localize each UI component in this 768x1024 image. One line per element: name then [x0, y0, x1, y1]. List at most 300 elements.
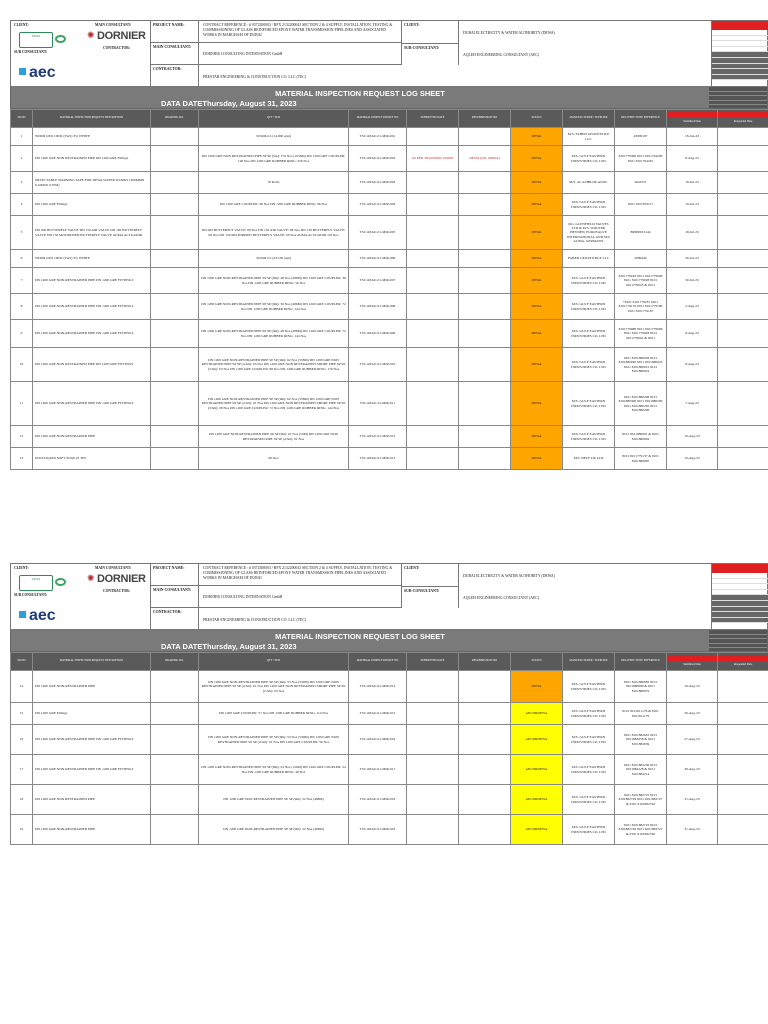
column-header-label: SR NO [17, 116, 26, 120]
column-header [407, 110, 459, 128]
table-cell: DN 1200 GRE NON-RESTRAINED PIPE SP SP (9m): 53 Nos (530M) DN 1200 GRE NON RESTRAINED PIPE SP SP (4.5m): 01 Nos DN 1200 GRE COUPLER: 56 Nos [199, 725, 349, 755]
table-row [11, 815, 768, 845]
table-cell: 12 [11, 426, 33, 448]
table-cell: TSC-RTAU-01-MIR-005 [349, 216, 407, 250]
column-header [151, 653, 199, 671]
table-cell: AECDRDEWA [511, 725, 563, 755]
table-cell: 7 [11, 268, 33, 294]
column-header [349, 653, 407, 671]
aec-logo-text-2: aec [29, 607, 56, 624]
table-cell: DN 1200 GRE NON RESTRAINED PIPE DN 1200 GRE Fittings [33, 146, 151, 172]
table-cell: 27-Aug-23 [667, 725, 718, 755]
column-header [349, 110, 407, 128]
table-cell: 8101779018 8101 8101779006 8101 8101779028 8101 8101779025 & 8101 [615, 268, 667, 294]
table-cell [718, 785, 768, 815]
table-cell: 8101 8101882236 8101 8101882228 & 8101 8101882214 [615, 755, 667, 785]
table-cell: M/S. GULF EASTERN INDUSTRIES CO. LTD [563, 703, 615, 725]
dewa-logo: DEWA [19, 32, 53, 48]
table-cell: 31-Aug-23 [667, 815, 718, 845]
table-cell: 10 [11, 348, 33, 382]
table-row [11, 128, 768, 146]
column-header [511, 653, 563, 671]
table-cell: DEWA [511, 294, 563, 320]
table-cell: 50 ROLLS (14,000 sqm) [199, 128, 349, 146]
sub-consultant-value: AQLEH ENGINEERING CONSULTANT (AEC) [463, 53, 540, 57]
table-cell [407, 671, 459, 703]
contractor-row [151, 65, 401, 88]
table-cell: 7-Aug-23 [667, 382, 718, 426]
table-cell [407, 216, 459, 250]
data-date-2: DATA DATEThursday, August 31, 2023 [161, 642, 297, 651]
table-cell: 18-Jan-23 [667, 128, 718, 146]
table-cell: 8101 8101882722 8101 8101882726 8101 8101882727 & 8101 8101882728 [615, 815, 667, 845]
table-cell: DEWA [511, 671, 563, 703]
table-cell: DN 1200 GRE Fittings [33, 703, 151, 725]
table-cell: 8101 8101880094 8101 8101880026 8101 8101880023 8101 8101880021 8101 8101880024 [615, 348, 667, 382]
table-cell: BP000013144 [615, 216, 667, 250]
table-cell: M/S. DELF UK LTD [563, 448, 615, 470]
table-cell: TSC-RTAU-01-MIR-007 [349, 268, 407, 294]
table-cell: DN 1200 GRE NON-RESTRAINED PIPE DN 1200 GRE FITTINGS [33, 755, 151, 785]
column-header-label: MATERIAL INSPECTION REQUEST DESCRIPTION [59, 659, 124, 663]
table-cell [718, 448, 768, 470]
table-cell [718, 755, 768, 785]
table-cell: DN 1200 GRE NON RESTRAINED PIPE [33, 785, 151, 815]
table-cell: M/S. GULF EASTERN INDUSTRIES CO. LTD [563, 426, 615, 448]
table-cell: DEWA [511, 216, 563, 250]
table-cell: 8101 8101811176 & 8101 8101811179 [615, 703, 667, 725]
table-cell [407, 294, 459, 320]
header-red-strip [667, 655, 717, 661]
column-header-label: DRAWING NO. [165, 659, 184, 663]
column-header-label: MANUFACTURER / SUPPLIER [569, 116, 608, 120]
table-cell: TSC-RTAU-01-MIR-010 [349, 348, 407, 382]
table-cell: 3 [11, 172, 33, 194]
table-cell: M/S. GULF EASTERN INDUSTRIES CO. LTD [563, 785, 615, 815]
column-header-label: MANUFACTURER / SUPPLIER [569, 659, 608, 663]
project-name-label: PROJECT NAME: [151, 21, 199, 42]
table-cell [151, 216, 199, 250]
table-cell [407, 703, 459, 725]
table-cell: 8101 8101880691 & 8101 8101880692 [615, 426, 667, 448]
table-cell [718, 815, 768, 845]
table-cell [407, 172, 459, 194]
table-cell [718, 268, 768, 294]
table-cell: 8 [11, 294, 33, 320]
table-cell [151, 755, 199, 785]
table-cell [459, 755, 511, 785]
contractor-value-2: PRESTAR ENGINEERING & CONSTRUCTION CO. LLC (TEC) [203, 618, 307, 622]
table-row [11, 448, 768, 470]
table-row [11, 216, 768, 250]
table-row [11, 703, 768, 725]
table-cell: DEWA [511, 426, 563, 448]
table-cell: 8101 8101880298 8101 8101880300 8101 8101880299 8101 8101880295 8101 8101880296 [615, 382, 667, 426]
column-header [459, 110, 511, 128]
table-cell: DN 1200 GRE NON-RESTRAINED PIPE SP SP (9m): 53 Nos (530M) DN 1200 GRE NON RESTRAINED PIPE SP SP (4.5m): 01 Nos DN 1200 GRE NON RESTRAINED SHORT PIPE SP SP (2.5m): 03 Nos [199, 671, 349, 703]
table-cell [718, 671, 768, 703]
table-cell: M/S. GULF EASTERN INDUSTRIES CO. LTD [563, 382, 615, 426]
column-header-label: SUBMITTED DATE [420, 116, 445, 120]
table-cell [459, 216, 511, 250]
project-name-row-2 [151, 564, 401, 586]
sub-consultant-right-label-2: SUB-CONSULTANT: [401, 586, 459, 608]
column-header [33, 110, 151, 128]
table-cell [459, 268, 511, 294]
table-cell [151, 725, 199, 755]
table-cell: WIMD GEO 100/R (YAS) 3% WHITE [33, 128, 151, 146]
main-consultant-label: MAIN CONSULTANT: [95, 23, 132, 27]
column-header-label: RESUBMISSION NO [471, 659, 498, 663]
table-cell: AECDRDEWA [511, 785, 563, 815]
table-row [11, 348, 768, 382]
table-cell: TSC-RTAU-01-MIR-006 [349, 250, 407, 268]
table-cell: TSC-RTAU-01-MIR-019 [349, 815, 407, 845]
table-cell: M/S. GULF EASTERN INDUSTRIES CO. LTD [563, 146, 615, 172]
table-cell: DEWA [511, 268, 563, 294]
table-cell [718, 703, 768, 725]
column-header-label: Responded Date [733, 119, 753, 123]
column-header-label: Submitted Date [683, 662, 701, 666]
table-row [11, 785, 768, 815]
table-cell: 18-Jul-23 [667, 194, 718, 216]
table-cell: TSC-RTAU-01-MIR-013 [349, 448, 407, 470]
table-cell [459, 725, 511, 755]
contractor-label: CONTRACTOR: [103, 46, 131, 50]
client-right-label: CLIENT: [401, 21, 459, 43]
project-name-value-2: CONTRACT REFERENCE : # 0372300003 / RFX 2132200043 SECTION 2 & 4 SUPPLY, INSTALLATION, TESTING & COMMISSIONING OF GLASS REINFORCED EPOXY WATER TRANSMISSION PIPELINES AND ASSOCIATED WORKS IN MARGHAM OF DUBAI [203, 566, 393, 580]
table-cell: TSC-RTAU-01-MIR-014 [349, 671, 407, 703]
client-right-label-2: CLIENT: [401, 564, 459, 586]
table-cell [407, 128, 459, 146]
table-cell [407, 755, 459, 785]
table-cell: 14 [11, 671, 33, 703]
table-cell: 11 [11, 382, 33, 426]
table-cell: WIMD GEO 100/R (YAS) 3% WHITE [33, 250, 151, 268]
table-cell: DN 1200 GRE NON-RESTRAINED PIPE SP SP (9m): 07 Nos (53M) DN 1200 GRE NON RESTRAINED PIPE SP SP (4.5m): 01 Nos [199, 426, 349, 448]
table-cell: TSC-RTAU-01-MIR-012 [349, 426, 407, 448]
table-cell: 16 [11, 725, 33, 755]
header-red-strip [718, 655, 768, 661]
table-cell: DN 1200 GRE NON-RESTRAINED PIPE DN 1200 GRE FITTINGS [33, 725, 151, 755]
table-cell [459, 703, 511, 725]
aec-square-icon [19, 611, 26, 618]
table-cell: DN 1200 GRE NON-RESTRAINED PIPE [33, 426, 151, 448]
table-cell: FAHED GEOTEXTILE LLC [563, 250, 615, 268]
table-cell: AECDRDEWA [511, 755, 563, 785]
table-cell: 8101 8101879117 [615, 194, 667, 216]
table-cell: DN 1200 GRE NON RESTRAINED PIPE DN 1200 GRE FITTINGS [33, 348, 151, 382]
table-cell [151, 172, 199, 194]
table-cell: DEWA [511, 250, 563, 268]
table-cell: 10-Aug-23 [667, 671, 718, 703]
table-cell: DN 1200 GRE NON-RESTRAINED PIPE SP SP (9m): 48 Nos (288M) DN 1200 GRE COUPLER: 38 Nos DN 1200 GRE RUBBER RING: 56 Nos [199, 268, 349, 294]
column-header-label: MATERIAL INSPECTION REF NO [356, 116, 399, 120]
table-cell [151, 382, 199, 426]
project-name-label-2: PROJECT NAME: [151, 564, 199, 585]
main-consultant-row-2 [151, 586, 401, 608]
table-cell: 10-Aug-23 [667, 448, 718, 470]
table-cell [718, 250, 768, 268]
contractor-row-label-2: CONTRACTOR: [151, 608, 199, 631]
table-cell: 2089449 [615, 250, 667, 268]
table-cell [407, 785, 459, 815]
table-cell: DEWA [511, 382, 563, 426]
table-cell: DEWA [511, 146, 563, 172]
table-cell [151, 268, 199, 294]
table-cell: 9 [11, 320, 33, 348]
table-cell: 31-Aug-23 [667, 785, 718, 815]
table-cell [718, 294, 768, 320]
table-cell [459, 128, 511, 146]
main-consultant-row [151, 43, 401, 65]
table-cell [407, 815, 459, 845]
table-cell [459, 815, 511, 845]
client-label-2: CLIENT: [14, 566, 29, 570]
main-consultant-row-label-2: MAIN CONSULTANT: [151, 586, 199, 607]
table-cell: 70 Rolls [199, 172, 349, 194]
table-cell: 30-Jul-23 [667, 250, 718, 268]
table-cell: 2-Aug-23 [667, 294, 718, 320]
logo-column [11, 21, 151, 88]
sub-consultant-label: SUB CONSULTANT: [14, 50, 48, 54]
table-cell: M/S. FAHED GEOTEXTILE LLC [563, 128, 615, 146]
table-cell: TSC-RTAU-01-MIR-008 [349, 294, 407, 320]
table-cell [459, 194, 511, 216]
dornier-star-icon: ✺ [87, 573, 95, 583]
column-header-label: QTY / NOS [266, 116, 281, 120]
table-cell: 19 [11, 815, 33, 845]
table-cell: DN 1200 GRE COUPLER: 48 Nos DN 1200 GRE RUBBER RING: 96 Nos [199, 194, 349, 216]
table-cell: 8101779390 8101 8101794290 8101 8101794291 [615, 146, 667, 172]
table-cell [151, 426, 199, 448]
project-name-value: CONTRACT REFERENCE : # 0372300003 / RFX 2132200043 SECTION 2 & 4 SUPPLY, INSTALLATION, TESTING & COMMISSIONING OF GLASS REINFORCED EPOXY WATER TRANSMISSION PIPELINES AND ASSOCIATED WORKS IN MARGHAM OF DUBAI [203, 23, 393, 37]
project-name-row [151, 21, 401, 43]
sheet-page-2 [10, 563, 768, 845]
client-label: CLIENT: [14, 23, 29, 27]
column-header [151, 110, 199, 128]
column-header-label: SUBMITTED DATE [420, 659, 445, 663]
table-cell: DETECTABLE WARNING TAPE FOR DEWA WATER WORKS (300MMX 0.1MMX 0.35M) [33, 172, 151, 194]
column-header-label: QTY / NOS [266, 659, 281, 663]
table-cell: 17 [11, 755, 33, 785]
aec-logo-2 [19, 607, 56, 625]
table-cell: DN 1200 GRE NON-RESTRAINED PIPE SP SP (9m): 56 Nos (486M) DN 1200 GRE COUPLER: 72 Nos DN 1200 GRE RUBBER RING: 144 Nos [199, 294, 349, 320]
table-cell: 43009197 [615, 128, 667, 146]
client-value: DUBAI ELECTRICITY & WATER AUTHORITY (DEWA) [463, 31, 555, 35]
table-cell: DEWA [511, 172, 563, 194]
table-cell: 8101 8101880682 8101 8101880689 & 8101 8101880679 [615, 671, 667, 703]
column-header-label: DELIVERY NOTE REFERENCE [621, 659, 660, 663]
table-cell [407, 382, 459, 426]
table-cell: DN 1200 GRE NON RESTRAINED PIPE SP SP (Sm): 176 Nos (1056M) DN 1200 GRE COUPLER: 128 Nos DN 1200 GRE RUBBER RING: 256 Nos [199, 146, 349, 172]
title-band-2 [10, 630, 768, 652]
table-cell: 1 [11, 128, 33, 146]
table-cell: 8101779088 8101 8101779096 8101 8101779093 8101 8101779091 & 8101 [615, 320, 667, 348]
column-header [11, 653, 33, 671]
table-cell: 18-Jul-23 [667, 172, 718, 194]
table-cell [459, 348, 511, 382]
column-header [199, 653, 349, 671]
table-cell [151, 194, 199, 216]
table-cell [407, 426, 459, 448]
dornier-star-icon: ✺ [87, 30, 95, 40]
table-cell: DN 1200 GRE NON-RESTRAINED PIPE SP SP (9m): 48 Nos (288M) DN 1200 GRE COUPLER: 72 Nos DN 1200 GRE RUBBER RING: 144 Nos [199, 320, 349, 348]
column-header [459, 653, 511, 671]
table-cell: 8-Aug-23 [667, 146, 718, 172]
aec-logo [19, 64, 56, 82]
table-cell: DN 1200 GRE NON-RESTRAINED PIPE [33, 671, 151, 703]
table-cell: *8101 8101779181 8101 8101779176 8101 8101779180 8101 8101779187 [615, 294, 667, 320]
table-cell [718, 426, 768, 448]
contractor-row-2 [151, 608, 401, 631]
table-cell: M/S. GULF EASTERN INDUSTRIES CO. LTD [563, 815, 615, 845]
table-cell: 15 [11, 703, 33, 725]
table-cell [718, 382, 768, 426]
column-header-label: STATUS [531, 116, 542, 120]
column-header-label: DELIVERY NOTE REFERENCE [621, 116, 660, 120]
table-cell: TSC-RTAU-01-MIR-018 [349, 785, 407, 815]
sidebar-red-bar [712, 21, 768, 30]
table-row [11, 320, 768, 348]
table-cell: DN 1200 GRE NON-RESTRAINED PIPE DN 1200 GRE FITTINGS [33, 294, 151, 320]
table-row [11, 755, 768, 785]
table-cell [718, 348, 768, 382]
table-cell: M/S. GULF EASTERN INDUSTRIES CO. LTD [563, 755, 615, 785]
column-header-label: Responded Date [733, 662, 753, 666]
table-cell: TSC-RTAU-01-MIR-015 [349, 703, 407, 725]
table-cell [459, 426, 511, 448]
table-cell: TSC-RTAU-01-MIR-017 [349, 755, 407, 785]
dewa-logo-2: DEWA [19, 575, 53, 591]
table-cell: 6 [11, 250, 33, 268]
table-cell: 10-Aug-23 [667, 426, 718, 448]
table-cell: TSC-RTAU-01-MIR-004 [349, 194, 407, 216]
column-header [563, 110, 615, 128]
table-cell [718, 172, 768, 194]
aec-logo-text: aec [29, 64, 56, 81]
contractor-logo [107, 71, 141, 81]
table-cell: 13 [11, 448, 33, 470]
dewa-swirl-icon [55, 578, 66, 586]
table-cell: 18 [11, 785, 33, 815]
contractor-value: PRESTAR ENGINEERING & CONSTRUCTION CO. LLC (TEC) [203, 75, 307, 79]
table-cell: 8-Aug-23 [667, 320, 718, 348]
table-cell [407, 320, 459, 348]
revision-sidebar [711, 21, 768, 88]
table-cell [151, 128, 199, 146]
column-header [718, 653, 768, 671]
table-cell: M/S. AL ASHRI PLASTIC [563, 172, 615, 194]
table-cell: DN 1200 GRE COUPLER: 57 Nos DN 1200 GRE RUBBER RING: 114 Nos [199, 703, 349, 725]
table-cell: TSC-RTAU-01-MIR-009 [349, 320, 407, 348]
column-header-label: MATERIAL INSPECTION REQUEST DESCRIPTION [59, 116, 124, 120]
column-header [511, 110, 563, 128]
table-cell: TSC-RTAU-01-MIR-003 [349, 172, 407, 194]
aec-square-icon [19, 68, 26, 75]
table-row [11, 426, 768, 448]
column-header [33, 653, 151, 671]
table-cell [151, 448, 199, 470]
table-cell: 30 ROLLS (23,100 sqm) [199, 250, 349, 268]
table-cell [407, 448, 459, 470]
table-cell: TSC-RTAU-01-MIR-016 [349, 725, 407, 755]
table-cell [459, 448, 511, 470]
header-red-strip [718, 112, 768, 118]
table-cell [407, 268, 459, 294]
column-header [563, 653, 615, 671]
logo-column-2 [11, 564, 151, 631]
column-header [718, 110, 768, 128]
column-header-label: SR NO [17, 659, 26, 663]
table-cell [151, 320, 199, 348]
title-band [10, 87, 768, 109]
table-cell: POLYLIQUID SOFT SOAP 25 TIN [33, 448, 151, 470]
table-cell: DEWA (NO 10090A) [459, 146, 511, 172]
table-cell [459, 172, 511, 194]
mir-table-1 [10, 109, 768, 470]
table-cell: DN 1200 GRE NON-RESTRAINED PIPE SP SP (9m): 24 Nos (120M) DN 1200 GRE COUPLER: 24 Nos DN 1200 GRE RUBBER RING: 48 Nos [199, 755, 349, 785]
table-cell: TSC-RTAU-01-MIR-002 [349, 146, 407, 172]
header-red-strip [667, 112, 717, 118]
table-cell: 5 [11, 216, 33, 250]
table-cell: DN 1200 GRE NON-RESTRAINED PIPE [33, 815, 151, 845]
table-cell: DEWA [511, 448, 563, 470]
table-cell: 8-Aug-23 [667, 348, 718, 382]
table-cell [151, 348, 199, 382]
table-cell: 4 [11, 194, 33, 216]
table-cell [718, 320, 768, 348]
client-value-2: DUBAI ELECTRICITY & WATER AUTHORITY (DEWA) [463, 574, 555, 578]
table-row [11, 194, 768, 216]
table-cell [459, 250, 511, 268]
dornier-logo: DORNIER [97, 30, 146, 42]
column-header-label: MATERIAL INSPECTION REF NO [356, 659, 399, 663]
table-cell [151, 146, 199, 172]
sheet-title-2: MATERIAL INSPECTION REQUEST LOG SHEET [275, 632, 445, 641]
table-cell: M/S. GULF EASTERN INDUSTRIES CO. LTD [563, 725, 615, 755]
table-cell [459, 785, 511, 815]
column-header [11, 110, 33, 128]
table-cell [718, 725, 768, 755]
table-cell: TSC-RTAU-01-MIR-011 [349, 382, 407, 426]
table-cell: M/S. GULF EASTERN INDUSTRIES CO. LTD [563, 348, 615, 382]
dornier-logo-2: DORNIER [97, 573, 146, 585]
sub-consultant-right-label: SUB-CONSULTANT: [401, 43, 459, 65]
table-header-row [11, 110, 768, 128]
table-cell: DG6551 [615, 172, 667, 194]
table-cell: M/S. GULF EASTERN INDUSTRIES CO. LTD [563, 194, 615, 216]
header-block [10, 20, 768, 87]
table-row [11, 382, 768, 426]
contractor-label-2: CONTRACTOR: [103, 589, 131, 593]
column-header [199, 110, 349, 128]
main-consultant-value: DORNIER CONSULTING INTERNATION GmbH [203, 52, 283, 56]
main-consultant-value-2: DORNIER CONSULTING INTERNATION GmbH [203, 595, 283, 599]
column-header-label: STATUS [531, 659, 542, 663]
main-consultant-row-label: MAIN CONSULTANT: [151, 43, 199, 64]
column-header [667, 110, 718, 128]
table-row [11, 294, 768, 320]
table-row [11, 146, 768, 172]
table-cell: 30-Jul-23 [667, 268, 718, 294]
table-cell: AECDRDEWA [511, 815, 563, 845]
table-cell [718, 146, 768, 172]
table-header-row [11, 653, 768, 671]
table-cell [151, 671, 199, 703]
table-cell [718, 194, 768, 216]
table-cell [718, 128, 768, 146]
